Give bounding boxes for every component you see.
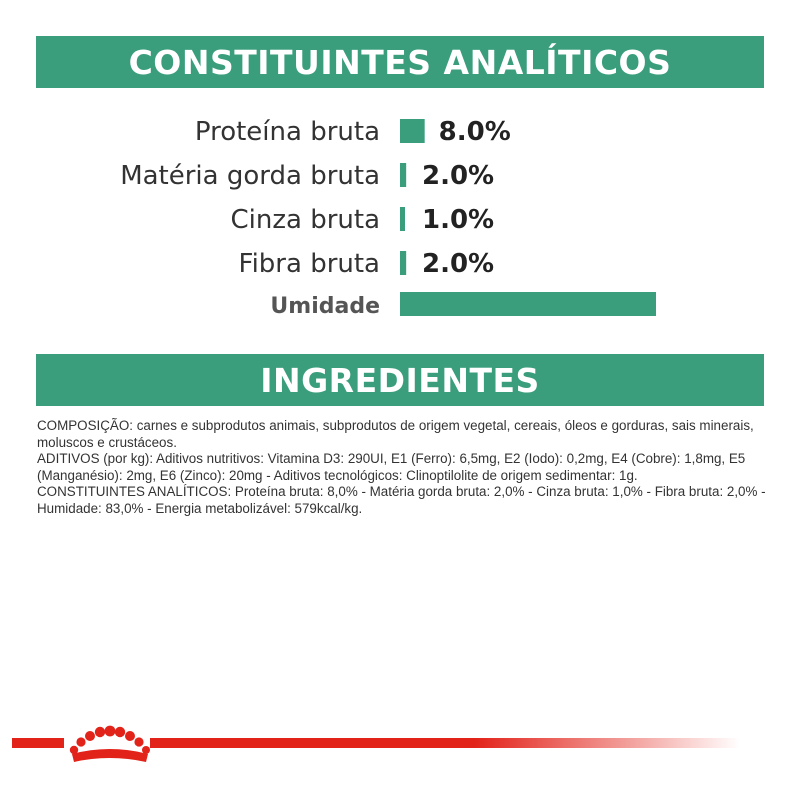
value-label: 1.0%: [422, 205, 495, 235]
analytic-bar-chart: [0, 0, 800, 340]
analytic-header-title: CONSTITUINTES ANALÍTICOS: [128, 42, 672, 82]
category-label: Fibra bruta: [238, 249, 380, 279]
brand-stripe-right: [150, 738, 740, 748]
ingredients-header-title: INGREDIENTES: [260, 360, 540, 400]
ingredients-header-band: [36, 354, 764, 406]
value-label: 8.0%: [438, 117, 511, 147]
composition-text: COMPOSIÇÃO: carnes e subprodutos animais, subprodutos de origem vegetal, cereais, óleos e gorduras, sais minerais, moluscos e crustáceos.: [37, 418, 754, 450]
category-label: Proteína bruta: [194, 117, 380, 147]
value-label: 2.0%: [422, 161, 495, 191]
bar: [400, 163, 406, 187]
category-label: Umidade: [270, 294, 380, 319]
value-label: 2.0%: [422, 249, 495, 279]
bar: [400, 119, 425, 143]
analytic-constituents-text: CONSTITUINTES ANALÍTICOS: Proteína bruta: 8,0% - Matéria gorda bruta: 2,0% - Cinza bruta: 1,0% - Fibra bruta: 2,0% - Humidade: 83,0% - Energia metabolizável: 579kcal/kg.: [37, 484, 766, 516]
bar: [400, 207, 405, 231]
bar: [400, 292, 656, 316]
ingredients-text-block: [37, 418, 767, 518]
brand-stripe-left: [12, 738, 64, 748]
bar: [400, 251, 406, 275]
additives-text: ADITIVOS (por kg): Aditivos nutritivos: Vitamina D3: 290UI, E1 (Ferro): 6,5mg, E2 (Iodo): 0,2mg, E4 (Cobre): 1,8mg, E5 (Manganésio): 2mg, E6 (Zinco): 20mg - Aditivos tecnológicos: Clinoptilolite de origem sedimentar: 1g.: [37, 451, 746, 483]
category-label: Cinza bruta: [230, 205, 380, 235]
category-label: Matéria gorda bruta: [120, 161, 380, 191]
royal-crown-logo: [62, 718, 152, 766]
